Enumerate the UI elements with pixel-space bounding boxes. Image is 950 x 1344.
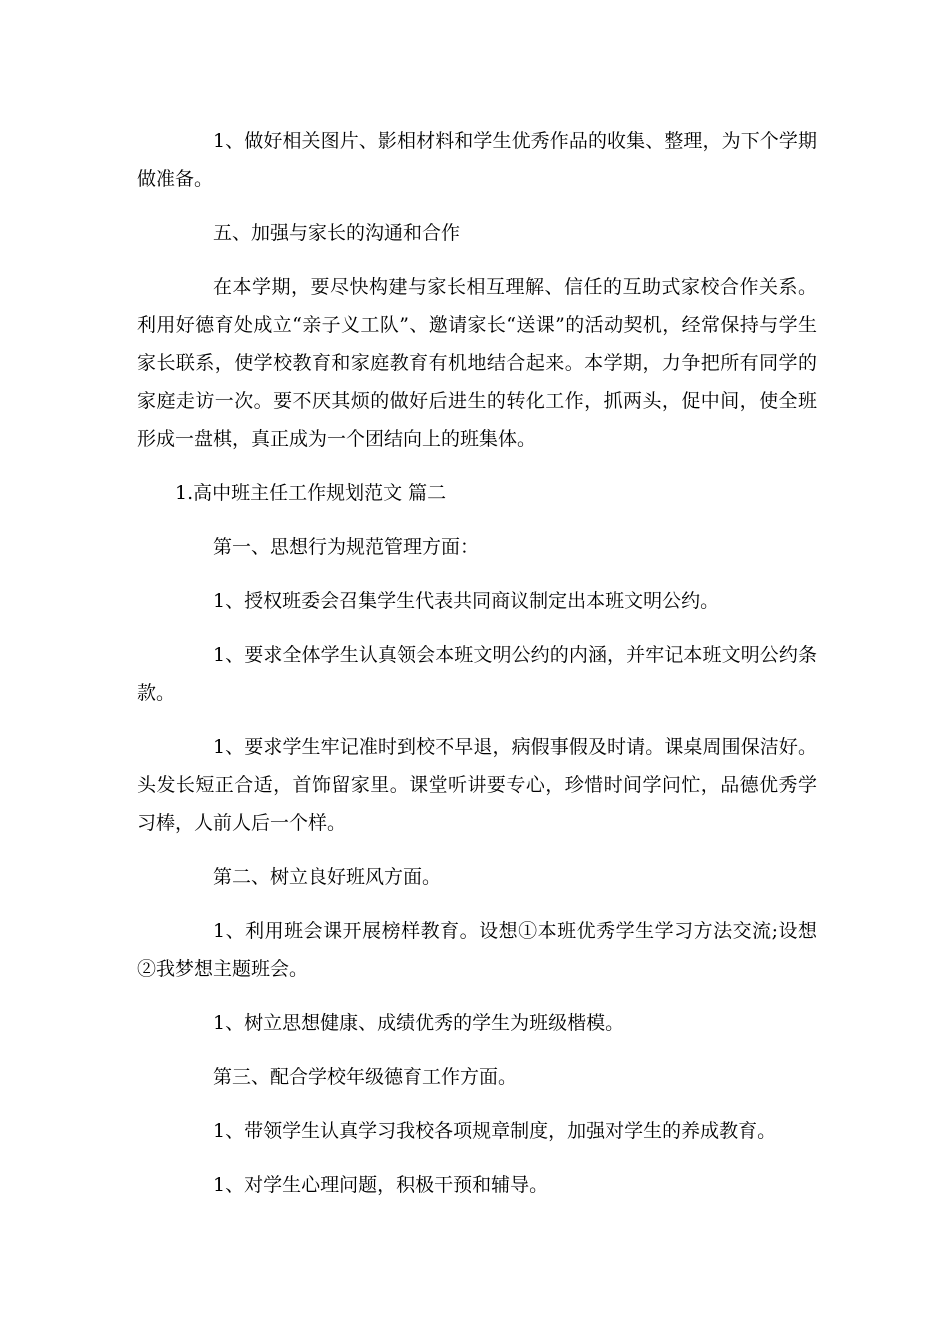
paragraph-item-class-convention: 1、授权班委会召集学生代表共同商议制定出本班文明公约。: [213, 590, 720, 612]
section-heading-behavior-management: 第一、思想行为规范管理方面：: [213, 536, 480, 558]
article-heading-part-two: 1.高中班主任工作规划范文 篇二: [175, 482, 447, 504]
paragraph-item-psychological-support: 1、对学生心理问题，积极干预和辅导。: [213, 1174, 549, 1196]
paragraph-parent-cooperation: 在本学期，要尽快构建与家长相互理解、信任的互助式家校合作关系。利用好德育处成立“亲子义工队”、邀请家长“送课”的活动契机，经常保持与学生家长联系，使学校教育和家庭教育有机地结合起来。本学期，力争把所有同学的家庭走访一次。要不厌其烦的做好后进生的转化工作，抓两头，促中间，使全班形成一盘棋，真正成为一个团结向上的班集体。: [137, 276, 817, 450]
document-body: [137, 122, 817, 1220]
section-heading-parent-communication: 五、加强与家长的沟通和合作: [213, 222, 461, 244]
section-heading-school-moral-work: 第三、配合学校年级德育工作方面。: [213, 1066, 518, 1088]
paragraph-item-study-rules: 1、带领学生认真学习我校各项规章制度，加强对学生的养成教育。: [213, 1120, 777, 1142]
paragraph-item-collect-materials: 1、做好相关图片、影相材料和学生优秀作品的收集、整理，为下个学期做准备。: [137, 130, 817, 190]
paragraph-item-role-model-education: 1、利用班会课开展榜样教育。设想①本班优秀学生学习方法交流;设想②我梦想主题班会。: [137, 920, 817, 980]
paragraph-item-student-rules: 1、要求学生牢记准时到校不早退，病假事假及时请。课桌周围保洁好。头发长短正合适，首饰留家里。课堂听讲要专心，珍惜时间学问忙，品德优秀学习棒，人前人后一个样。: [137, 736, 817, 834]
paragraph-item-class-model: 1、树立思想健康、成绩优秀的学生为班级楷模。: [213, 1012, 625, 1034]
section-heading-class-spirit: 第二、树立良好班风方面。: [213, 866, 442, 888]
paragraph-item-understand-convention: 1、要求全体学生认真领会本班文明公约的内涵，并牢记本班文明公约条款。: [137, 644, 817, 704]
